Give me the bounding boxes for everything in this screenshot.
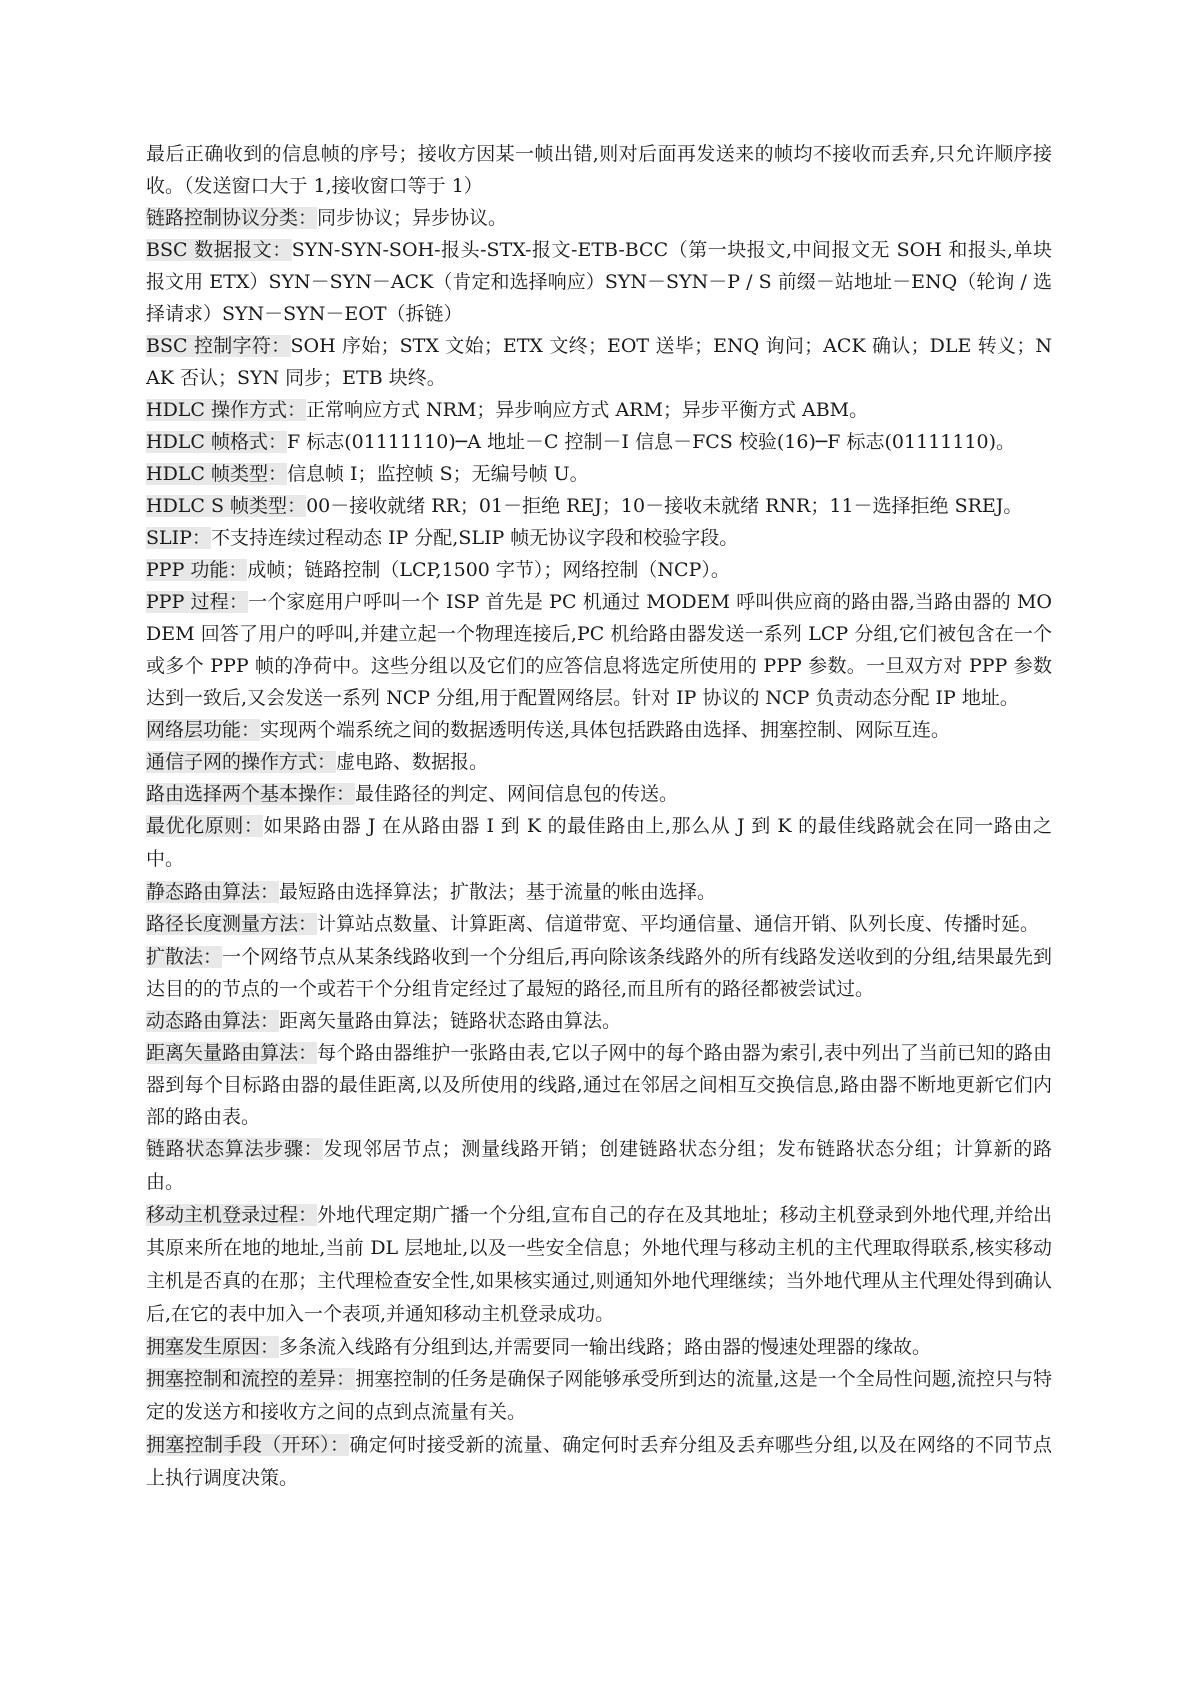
paragraph-text: SOH 序始；STX 文始；ETX 文终；EOT 送毕；ENQ 询问；ACK 确认；DLE 转义；NAK 否认；SYN 同步；ETB 块终。 — [146, 335, 1052, 389]
paragraph-distance-vector — [146, 1037, 1052, 1133]
paragraph-text: 如果路由器 J 在从路由器 I 到 K 的最佳路由上,那么从 J 到 K 的最佳线路就会在同一路由之中。 — [146, 815, 1052, 870]
paragraph-bsc-message — [146, 234, 1052, 330]
term-label: 动态路由算法： — [146, 1010, 280, 1032]
term-label: 距离矢量路由算法： — [146, 1042, 318, 1064]
paragraph-flooding — [146, 941, 1052, 1005]
term-label: 最优化原则： — [146, 815, 264, 837]
term-label: BSC 控制字符： — [146, 335, 291, 357]
paragraph-ppp-functions — [146, 554, 1052, 586]
paragraph-text: 计算站点数量、计算距离、信道带宽、平均通信量、通信开销、队列长度、传播时延。 — [317, 913, 1040, 935]
term-label: HDLC 操作方式： — [146, 399, 306, 421]
paragraph-text: SYN-SYN-SOH-报头-STX-报文-ETB-BCC（第一块报文,中间报文无 SOH 和报头,单块报文用 ETX）SYN－SYN－ACK（肯定和选择响应）SYN－SYN－P / S 前缀－站地址－ENQ（轮询 / 选择请求）SYN－SYN－EOT（拆链） — [146, 239, 1052, 325]
paragraph-text: 多条流入线路有分组到达,并需要同一输出线路；路由器的慢速处理器的缘故。 — [279, 1336, 932, 1358]
paragraph-text: 每个路由器维护一张路由表,它以子网中的每个路由器为索引,表中列出了当前已知的路由器到每个目标路由器的最佳距离,以及所使用的线路,通过在邻居之间相互交换信息,路由器不断地更新它们内部的路由表。 — [146, 1042, 1052, 1128]
paragraph-text: 外地代理定期广播一个分组,宣布自己的存在及其地址；移动主机登录到外地代理,并给出其原来所在地的地址,当前 DL 层地址,以及一些安全信息；外地代理与移动主机的主代理取得联系,核实移动主机是否真的在那；主代理检查安全性,如果核实通过,则通知外地代理继续；当外地代理从主代理处得到确认后,在它的表中加入一个表项,并通知移动主机登录成功。 — [146, 1204, 1052, 1325]
term-label: 静态路由算法： — [146, 881, 280, 903]
term-label: 网络层功能： — [146, 719, 261, 741]
paragraph-hdlc-frame-format — [146, 426, 1052, 458]
paragraph-text: 信息帧 I；监控帧 S；无编号帧 U。 — [287, 463, 589, 485]
paragraph-text: 成帧；链路控制（LCP,1500 字节）；网络控制（NCP）。 — [247, 559, 730, 581]
paragraph-hdlc-modes — [146, 394, 1052, 426]
term-label: HDLC S 帧类型： — [146, 495, 307, 517]
paragraph-link-state — [146, 1133, 1052, 1199]
paragraph-congestion-open-loop — [146, 1429, 1052, 1495]
paragraph-text: 一个家庭用户呼叫一个 ISP 首先是 PC 机通过 MODEM 呼叫供应商的路由器,当路由器的 MODEM 回答了用户的呼叫,并建立起一个物理连接后,PC 机给路由器发送一系列 LCP 分组,它们被包含在一个或多个 PPP 帧的净荷中。这些分组以及它们的应答信息将选定所使用的 PPP 参数。一旦双方对 PPP 参数达到一致后,又会发送一系列 NCP 分组,用于配置网络层。针对 IP 协议的 NCP 负责动态分配 IP 地址。 — [146, 591, 1052, 709]
paragraph-bsc-control-chars — [146, 330, 1052, 394]
paragraph-text: 拥塞控制的任务是确保子网能够承受所到达的流量,这是一个全局性问题,流控只与特定的发送方和接收方之间的点到点流量有关。 — [146, 1368, 1052, 1423]
paragraph-routing-basics — [146, 778, 1052, 810]
term-label: 拥塞控制和流控的差异： — [146, 1368, 356, 1390]
paragraph-path-length — [146, 908, 1052, 941]
paragraph-subnet-operation — [146, 746, 1052, 778]
paragraph-hdlc-frame-types — [146, 458, 1052, 490]
paragraph-mobile-host — [146, 1199, 1052, 1331]
term-label: 通信子网的操作方式： — [146, 751, 337, 773]
paragraph-text: 不支持连续过程动态 IP 分配,SLIP 帧无协议字段和校验字段。 — [210, 527, 739, 549]
paragraph-text: 正常响应方式 NRM；异步响应方式 ARM；异步平衡方式 ABM。 — [306, 399, 869, 421]
paragraph-text: 一个网络节点从某条线路收到一个分组后,再向除该条线路外的所有线路发送收到的分组,结果最先到达目的的节点的一个或若干个分组肯定经过了最短的路径,而且所有的路径都被尝试过。 — [146, 946, 1052, 1000]
paragraph-hdlc-s-frame-types — [146, 490, 1052, 522]
term-label: PPP 过程： — [146, 591, 249, 613]
term-label: BSC 数据报文： — [146, 239, 292, 261]
term-label: HDLC 帧格式： — [146, 431, 287, 453]
term-label: 路由选择两个基本操作： — [146, 783, 356, 805]
paragraph-slip — [146, 522, 1052, 554]
paragraph-ppp-process — [146, 586, 1052, 714]
paragraph-optimality-principle — [146, 810, 1052, 876]
paragraph-link-protocol-types — [146, 202, 1052, 234]
term-label: 拥塞控制手段（开环）： — [146, 1434, 350, 1456]
paragraph-text: 同步协议；异步协议。 — [317, 207, 508, 229]
paragraph-text: 发现邻居节点；测量线路开销；创建链路状态分组；发布链路状态分组；计算新的路由。 — [146, 1138, 1052, 1193]
paragraph-sliding-window — [146, 138, 1052, 202]
paragraph-dynamic-routing — [146, 1005, 1052, 1037]
paragraph-text: 最后正确收到的信息帧的序号；接收方因某一帧出错,则对后面再发送来的帧均不接收而丢弃,只允许顺序接收。（发送窗口大于 1,接收窗口等于 1） — [146, 143, 1052, 197]
term-label: SLIP： — [146, 527, 211, 549]
paragraph-text: 最短路由选择算法；扩散法；基于流量的帐由选择。 — [279, 881, 717, 903]
paragraph-text: F 标志(01111110)─A 地址－C 控制－I 信息－FCS 校验(16)─F 标志(01111110)。 — [287, 431, 1016, 453]
paragraph-network-layer — [146, 714, 1052, 746]
term-label: HDLC 帧类型： — [146, 463, 287, 485]
paragraph-congestion-causes — [146, 1331, 1052, 1363]
paragraph-text: 00－接收就绪 RR；01－拒绝 REJ；10－接收未就绪 RNR；11－选择拒绝 SREJ。 — [306, 495, 1023, 517]
term-label: 拥塞发生原因： — [146, 1336, 280, 1358]
paragraph-text: 虚电路、数据报。 — [336, 751, 489, 773]
paragraph-text: 最佳路径的判定、网间信息包的传送。 — [355, 783, 679, 805]
paragraph-text: 实现两个端系统之间的数据透明传送,具体包括跌路由选择、拥塞控制、网际互连。 — [260, 719, 951, 741]
paragraph-congestion-vs-flow — [146, 1363, 1052, 1429]
term-label: PPP 功能： — [146, 559, 248, 581]
term-label: 路径长度测量方法： — [146, 913, 318, 935]
document-body — [146, 138, 1052, 1495]
paragraph-text: 距离矢量路由算法；链路状态路由算法。 — [279, 1010, 622, 1032]
paragraph-static-routing — [146, 876, 1052, 908]
term-label: 移动主机登录过程： — [146, 1204, 318, 1226]
term-label: 链路状态算法步骤： — [146, 1138, 324, 1160]
paragraph-text: 确定何时接受新的流量、确定何时丢弃分组及丢弃哪些分组,以及在网络的不同节点上执行调度决策。 — [146, 1434, 1052, 1489]
term-label: 扩散法： — [146, 946, 223, 968]
term-label: 链路控制协议分类： — [146, 207, 318, 229]
